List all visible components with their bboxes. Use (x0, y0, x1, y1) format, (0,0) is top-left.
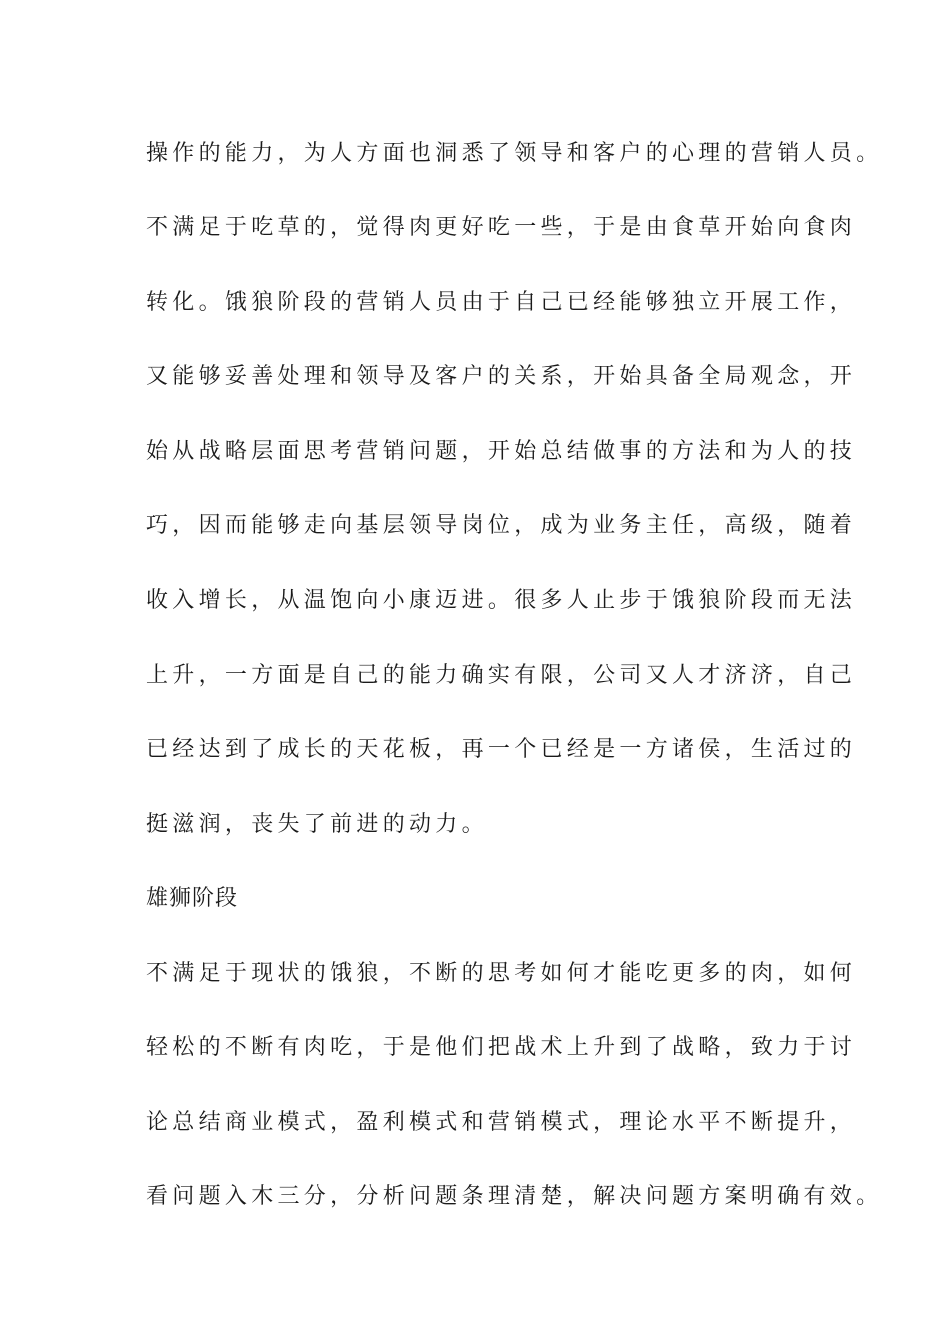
text-line: 看问题入木三分，分析问题条理清楚，解决问题方案明确有效。 (146, 1184, 883, 1209)
text-line: 始从战略层面思考营销问题，开始总结做事的方法和为人的技 (146, 439, 857, 464)
text-line: 转化。饿狼阶段的营销人员由于自己已经能够独立开展工作， (146, 290, 857, 315)
text-line: 挺滋润，丧失了前进的动力。 (146, 812, 488, 837)
text-line: 上升，一方面是自己的能力确实有限，公司又人才济济，自己 (146, 663, 857, 688)
text-line: 巧，因而能够走向基层领导岗位，成为业务主任，高级，随着 (146, 513, 857, 538)
section-heading: 雄狮阶段 (146, 886, 239, 911)
text-line: 又能够妥善处理和领导及客户的关系，开始具备全局观念，开 (146, 364, 857, 389)
text-line: 轻松的不断有肉吃，于是他们把战术上升到了战略，致力于讨 (146, 1035, 857, 1060)
text-line: 不满足于现状的饿狼，不断的思考如何才能吃更多的肉，如何 (146, 961, 857, 986)
text-line: 论总结商业模式，盈利模式和营销模式，理论水平不断提升， (146, 1110, 857, 1135)
text-line: 操作的能力，为人方面也洞悉了领导和客户的心理的营销人员。 (146, 141, 883, 166)
text-line: 收入增长，从温饱向小康迈进。很多人止步于饿狼阶段而无法 (146, 588, 857, 613)
text-line: 不满足于吃草的，觉得肉更好吃一些，于是由食草开始向食肉 (146, 215, 857, 240)
text-line: 已经达到了成长的天花板，再一个已经是一方诸侯，生活过的 (146, 737, 857, 762)
